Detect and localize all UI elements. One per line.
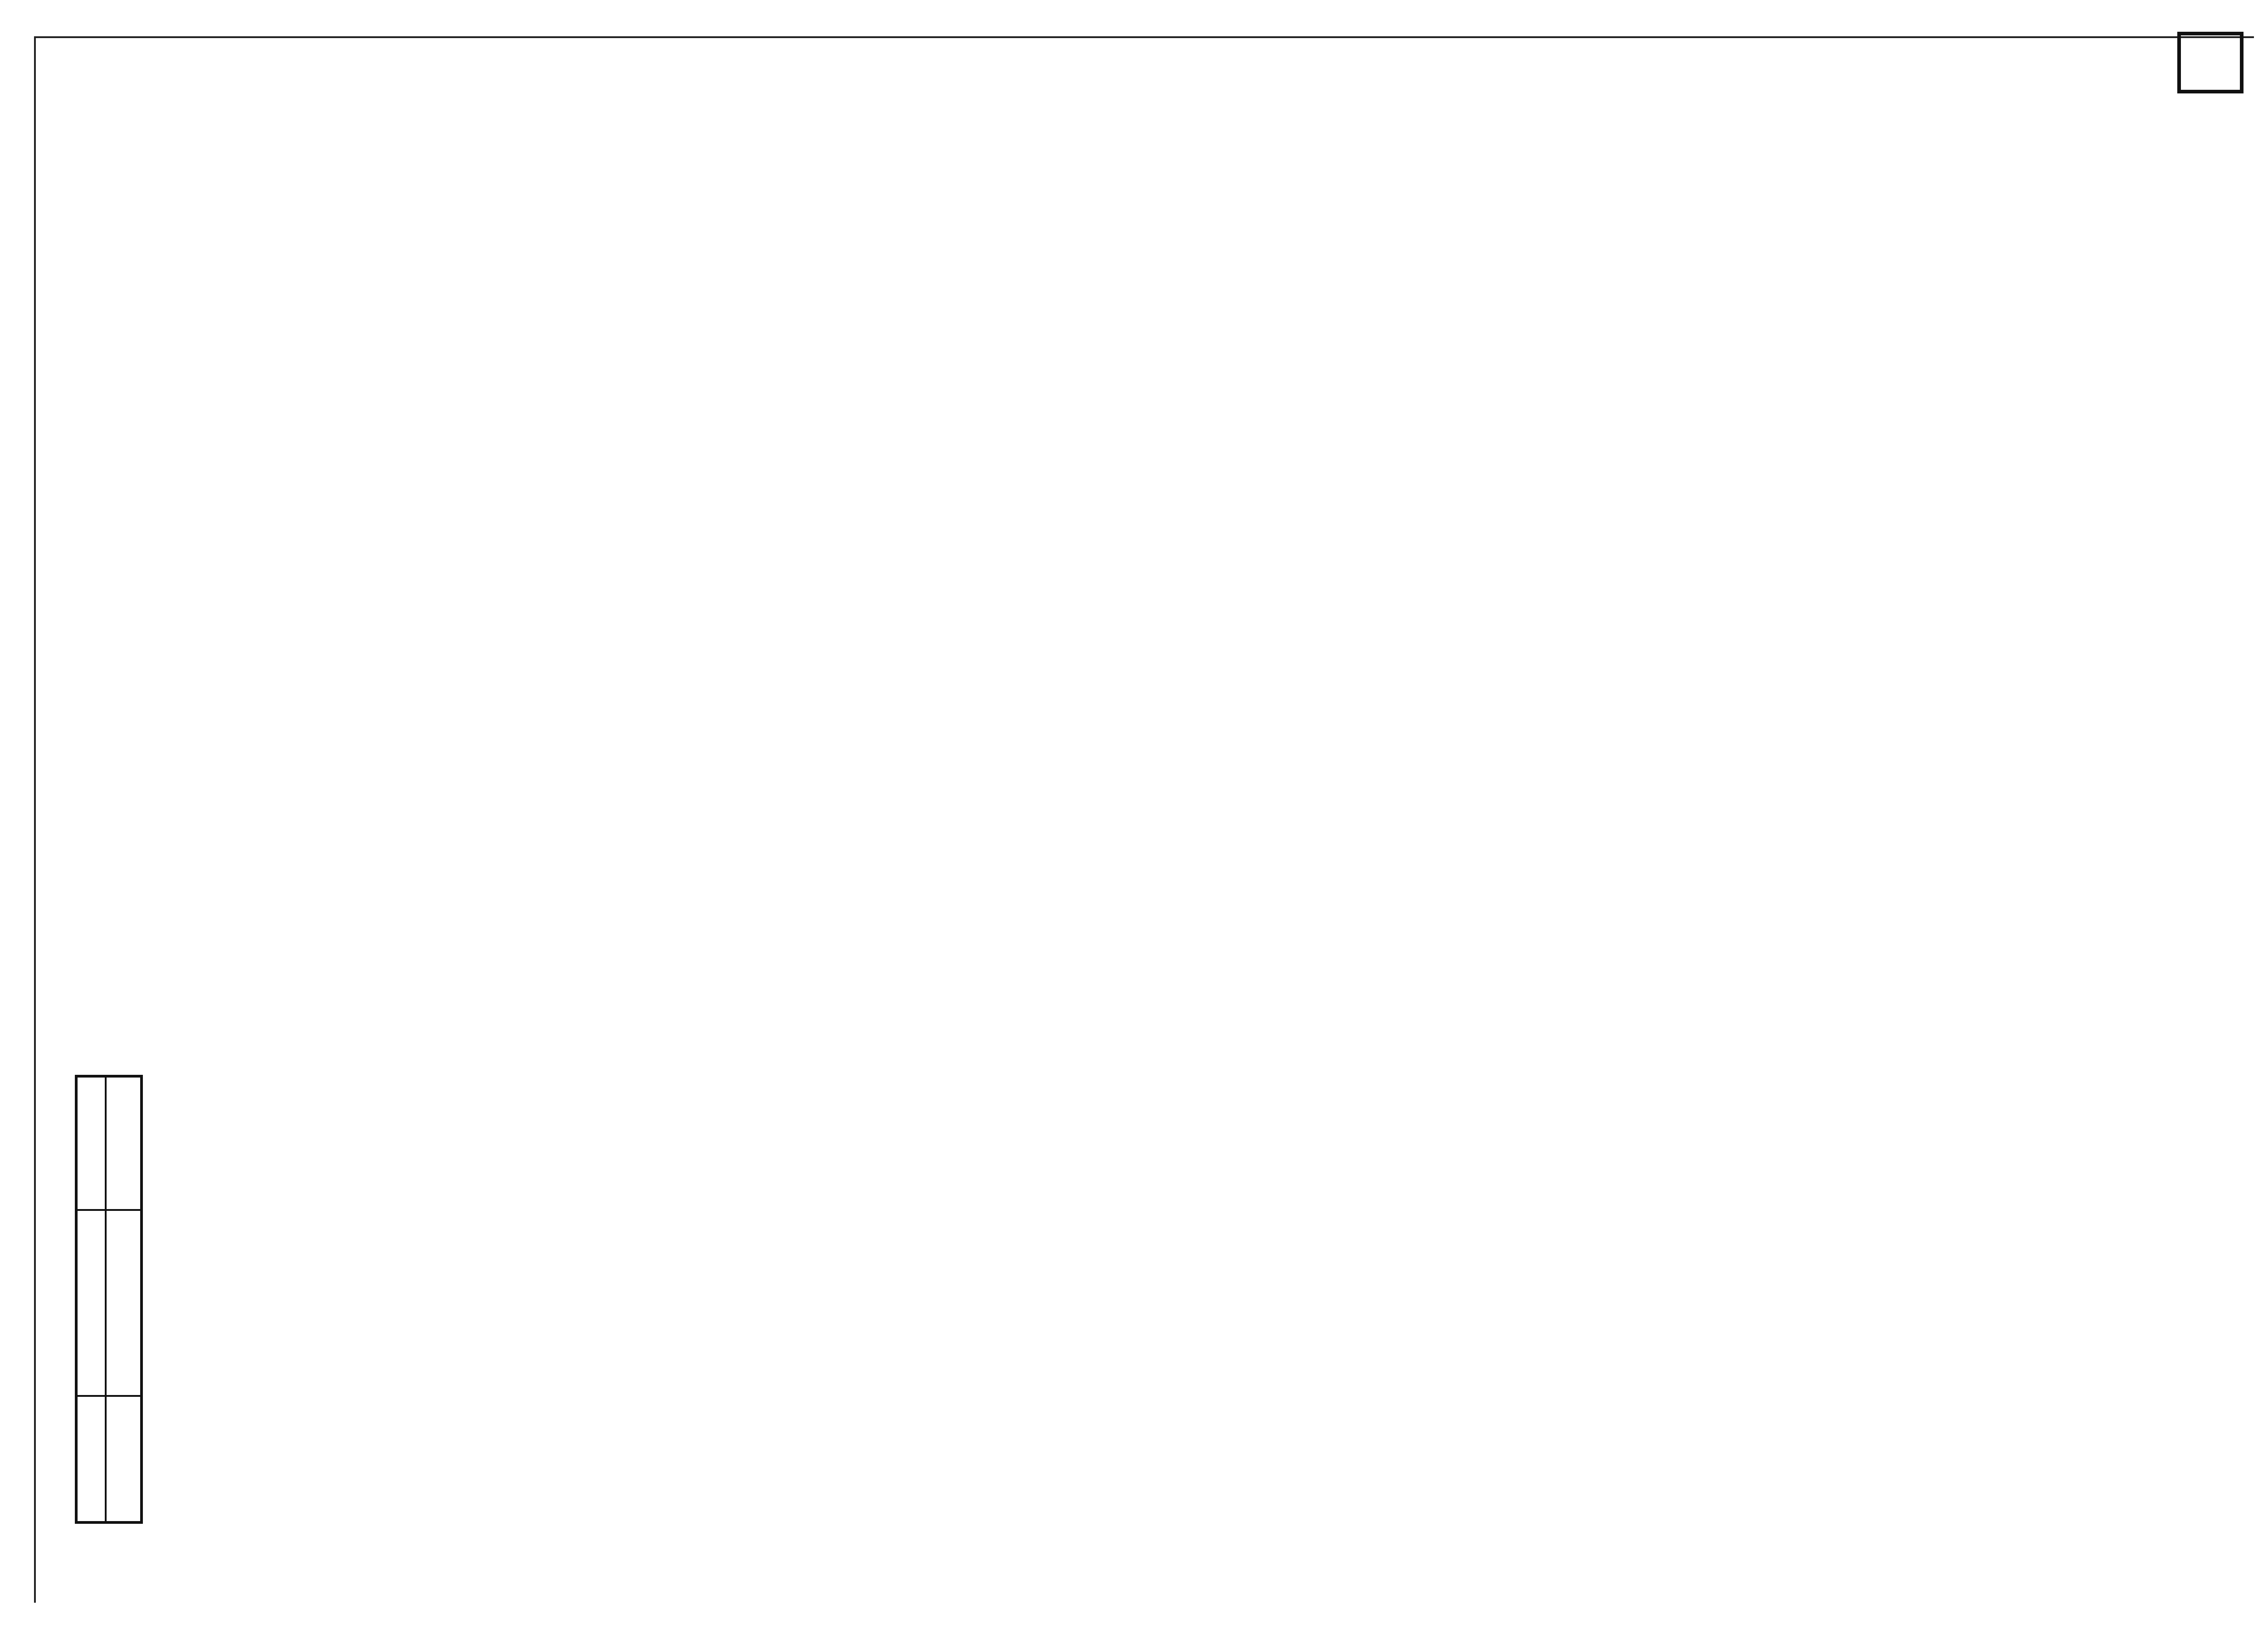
side-strip	[75, 1075, 143, 1524]
